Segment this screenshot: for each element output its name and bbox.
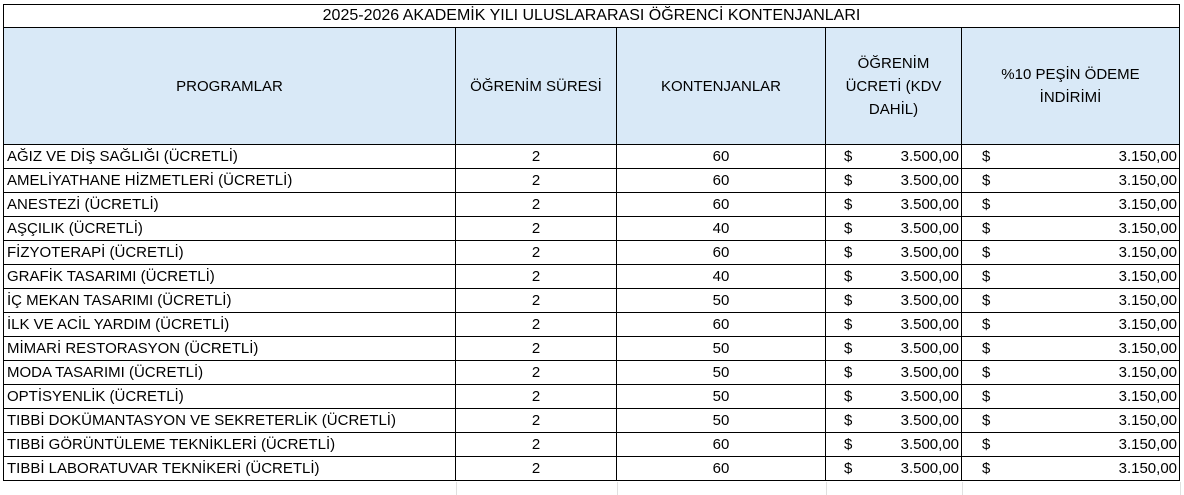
duration-value: 2	[456, 361, 617, 385]
table-row	[3, 433, 1180, 457]
discount-cell	[962, 289, 1180, 313]
fee-cell	[826, 169, 962, 193]
discount-cell	[962, 313, 1180, 337]
program-name: TIBBİ LABORATUVAR TEKNİKERİ (ÜCRETLİ)	[3, 457, 456, 481]
duration-value: 2	[456, 265, 617, 289]
program-name: MİMARİ RESTORASYON (ÜCRETLİ)	[3, 337, 456, 361]
fee-value: 3.500,00	[900, 388, 959, 405]
fee-value: 3.500,00	[900, 460, 959, 477]
program-name: ANESTEZİ (ÜCRETLİ)	[3, 193, 456, 217]
program-name: İLK VE ACİL YARDIM (ÜCRETLİ)	[3, 313, 456, 337]
fee-cell	[826, 409, 962, 433]
table-row	[3, 193, 1180, 217]
discount-cell	[962, 241, 1180, 265]
discount-cell	[962, 169, 1180, 193]
currency-symbol: $	[982, 340, 991, 357]
discount-cell	[962, 337, 1180, 361]
grid-line	[826, 482, 827, 495]
discount-cell	[962, 145, 1180, 169]
fee-value: 3.500,00	[900, 412, 959, 429]
currency-symbol: $	[844, 196, 853, 213]
header-fee: ÖĞRENİM ÜCRETİ (KDV DAHİL)	[826, 28, 962, 145]
quota-value: 40	[617, 265, 826, 289]
quota-value: 60	[617, 241, 826, 265]
discount-value: 3.150,00	[1118, 436, 1177, 453]
table-row	[3, 217, 1180, 241]
grid-line	[456, 482, 457, 495]
fee-value: 3.500,00	[900, 148, 959, 165]
currency-symbol: $	[844, 292, 853, 309]
quota-value: 60	[617, 313, 826, 337]
fee-value: 3.500,00	[900, 244, 959, 261]
fee-cell	[826, 265, 962, 289]
discount-value: 3.150,00	[1118, 460, 1177, 477]
header-discount: %10 PEŞİN ÖDEME İNDİRİMİ	[962, 28, 1180, 145]
duration-value: 2	[456, 241, 617, 265]
discount-value: 3.150,00	[1118, 172, 1177, 189]
quota-value: 40	[617, 217, 826, 241]
table-row	[3, 361, 1180, 385]
currency-symbol: $	[844, 220, 853, 237]
currency-symbol: $	[844, 388, 853, 405]
program-name: AŞÇILIK (ÜCRETLİ)	[3, 217, 456, 241]
duration-value: 2	[456, 409, 617, 433]
currency-symbol: $	[844, 244, 853, 261]
fee-cell	[826, 385, 962, 409]
program-name: TIBBİ GÖRÜNTÜLEME TEKNİKLERİ (ÜCRETLİ)	[3, 433, 456, 457]
fee-cell	[826, 361, 962, 385]
grid-line	[962, 482, 963, 495]
discount-value: 3.150,00	[1118, 316, 1177, 333]
duration-value: 2	[456, 337, 617, 361]
currency-symbol: $	[982, 148, 991, 165]
currency-symbol: $	[844, 436, 853, 453]
fee-value: 3.500,00	[900, 268, 959, 285]
program-name: FİZYOTERAPİ (ÜCRETLİ)	[3, 241, 456, 265]
quota-value: 60	[617, 193, 826, 217]
currency-symbol: $	[844, 268, 853, 285]
quota-value: 50	[617, 361, 826, 385]
table-row	[3, 409, 1180, 433]
header-quota: KONTENJANLAR	[617, 28, 826, 145]
currency-symbol: $	[982, 460, 991, 477]
fee-cell	[826, 457, 962, 481]
table-row	[3, 289, 1180, 313]
currency-symbol: $	[982, 412, 991, 429]
discount-cell	[962, 217, 1180, 241]
quota-value: 60	[617, 457, 826, 481]
discount-cell	[962, 385, 1180, 409]
currency-symbol: $	[982, 316, 991, 333]
grid-line	[617, 482, 618, 495]
duration-value: 2	[456, 385, 617, 409]
fee-cell	[826, 337, 962, 361]
duration-value: 2	[456, 433, 617, 457]
duration-value: 2	[456, 313, 617, 337]
currency-symbol: $	[982, 220, 991, 237]
currency-symbol: $	[844, 412, 853, 429]
duration-value: 2	[456, 217, 617, 241]
fee-cell	[826, 193, 962, 217]
fee-cell	[826, 313, 962, 337]
header-duration: ÖĞRENİM SÜRESİ	[456, 28, 617, 145]
fee-cell	[826, 145, 962, 169]
program-name: İÇ MEKAN TASARIMI (ÜCRETLİ)	[3, 289, 456, 313]
table-row	[3, 313, 1180, 337]
discount-value: 3.150,00	[1118, 292, 1177, 309]
program-name: GRAFİK TASARIMI (ÜCRETLİ)	[3, 265, 456, 289]
currency-symbol: $	[844, 316, 853, 333]
fee-value: 3.500,00	[900, 172, 959, 189]
discount-value: 3.150,00	[1118, 244, 1177, 261]
program-name: AMELİYATHANE HİZMETLERİ (ÜCRETLİ)	[3, 169, 456, 193]
discount-value: 3.150,00	[1118, 220, 1177, 237]
duration-value: 2	[456, 145, 617, 169]
discount-cell	[962, 433, 1180, 457]
grid-line	[1180, 482, 1181, 495]
program-name: TIBBİ DOKÜMANTASYON VE SEKRETERLİK (ÜCRETLİ)	[3, 409, 456, 433]
discount-value: 3.150,00	[1118, 148, 1177, 165]
discount-cell	[962, 457, 1180, 481]
table-row	[3, 241, 1180, 265]
table-row	[3, 457, 1180, 481]
table-row	[3, 169, 1180, 193]
discount-value: 3.150,00	[1118, 196, 1177, 213]
currency-symbol: $	[982, 268, 991, 285]
discount-value: 3.150,00	[1118, 388, 1177, 405]
fee-cell	[826, 433, 962, 457]
fee-value: 3.500,00	[900, 364, 959, 381]
quota-value: 50	[617, 289, 826, 313]
currency-symbol: $	[844, 148, 853, 165]
currency-symbol: $	[982, 172, 991, 189]
currency-symbol: $	[982, 196, 991, 213]
quota-value: 60	[617, 169, 826, 193]
quota-value: 60	[617, 433, 826, 457]
fee-value: 3.500,00	[900, 292, 959, 309]
table-row	[3, 385, 1180, 409]
currency-symbol: $	[844, 340, 853, 357]
program-name: AĞIZ VE DİŞ SAĞLIĞI (ÜCRETLİ)	[3, 145, 456, 169]
fee-value: 3.500,00	[900, 340, 959, 357]
fee-value: 3.500,00	[900, 316, 959, 333]
table-title: 2025-2026 AKADEMİK YILI ULUSLARARASI ÖĞRENCİ KONTENJANLARI	[3, 4, 1180, 28]
fee-value: 3.500,00	[900, 196, 959, 213]
discount-cell	[962, 265, 1180, 289]
fee-value: 3.500,00	[900, 436, 959, 453]
fee-cell	[826, 217, 962, 241]
table-row	[3, 145, 1180, 169]
fee-value: 3.500,00	[900, 220, 959, 237]
quota-value: 50	[617, 409, 826, 433]
quota-value: 60	[617, 145, 826, 169]
duration-value: 2	[456, 289, 617, 313]
currency-symbol: $	[844, 460, 853, 477]
quota-value: 50	[617, 337, 826, 361]
discount-value: 3.150,00	[1118, 364, 1177, 381]
quota-value: 50	[617, 385, 826, 409]
discount-value: 3.150,00	[1118, 412, 1177, 429]
program-name: MODA TASARIMI (ÜCRETLİ)	[3, 361, 456, 385]
fee-cell	[826, 289, 962, 313]
discount-cell	[962, 193, 1180, 217]
duration-value: 2	[456, 193, 617, 217]
table-row	[3, 265, 1180, 289]
currency-symbol: $	[982, 388, 991, 405]
currency-symbol: $	[982, 244, 991, 261]
duration-value: 2	[456, 169, 617, 193]
currency-symbol: $	[982, 292, 991, 309]
table-row	[3, 337, 1180, 361]
header-programs: PROGRAMLAR	[3, 28, 456, 145]
discount-cell	[962, 361, 1180, 385]
discount-value: 3.150,00	[1118, 340, 1177, 357]
program-name: OPTİSYENLİK (ÜCRETLİ)	[3, 385, 456, 409]
discount-cell	[962, 409, 1180, 433]
fee-cell	[826, 241, 962, 265]
currency-symbol: $	[844, 172, 853, 189]
currency-symbol: $	[982, 436, 991, 453]
discount-value: 3.150,00	[1118, 268, 1177, 285]
duration-value: 2	[456, 457, 617, 481]
currency-symbol: $	[982, 364, 991, 381]
currency-symbol: $	[844, 364, 853, 381]
